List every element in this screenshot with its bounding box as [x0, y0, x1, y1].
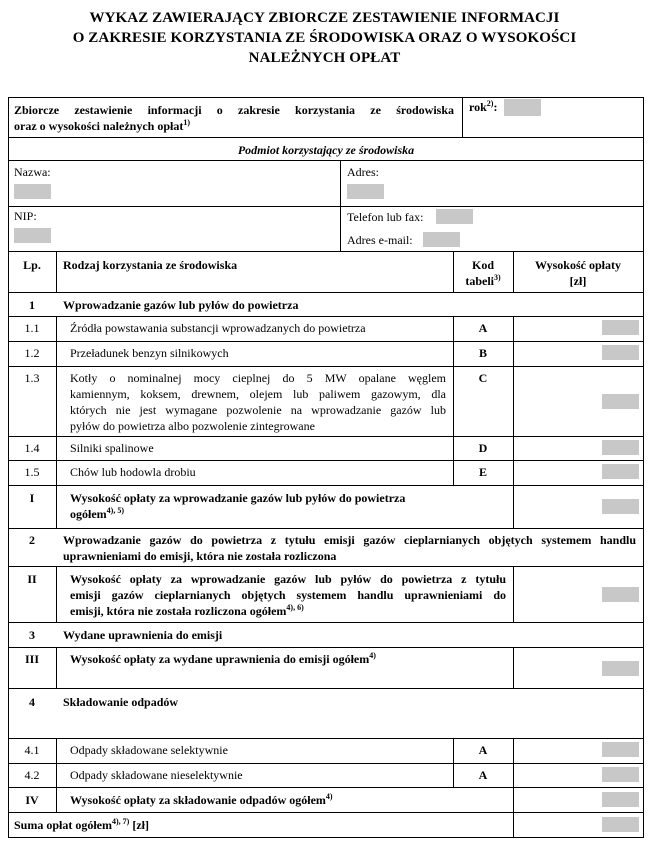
row-description: Przeładunek benzyn silnikowych — [70, 346, 229, 360]
divider — [56, 251, 57, 292]
divider — [8, 622, 644, 623]
divider — [8, 566, 644, 567]
total-lp: III — [24, 652, 39, 666]
row-code: E — [478, 465, 487, 479]
rok-label: rok$^{2)}$: — [469, 99, 498, 114]
divider — [8, 787, 644, 788]
column-header-type: Rodzaj korzystania ze środowiska — [63, 258, 238, 272]
row-lp: 4.2 — [24, 768, 40, 782]
section-title: Wprowadzanie gazów lub pyłów do powietrza — [63, 298, 299, 312]
summary-line-2: oraz o wysokości należnych opłat$^{1)}$ — [14, 118, 191, 133]
entity-section-title: Podmiot korzystający ze środowiska — [237, 143, 415, 157]
divider — [8, 137, 644, 138]
divider — [513, 738, 514, 838]
divider — [8, 528, 644, 529]
nip-field[interactable] — [14, 228, 51, 243]
divider — [56, 738, 57, 813]
grand-total-field[interactable] — [602, 817, 639, 832]
summary-caption — [14, 102, 454, 134]
section-lp: 1 — [29, 298, 35, 312]
fee-field[interactable] — [602, 792, 639, 807]
row-lp: 1.1 — [24, 321, 40, 335]
footnote-ref: 2) — [486, 99, 494, 108]
email-label: Adres e-mail: — [347, 233, 413, 247]
divider — [8, 292, 644, 293]
total-lp: II — [27, 572, 37, 586]
divider — [8, 316, 644, 317]
table-border-bottom — [8, 837, 644, 838]
section-title: Wydane uprawnienia do emisji — [63, 628, 223, 642]
divider — [56, 647, 57, 689]
address-label: Adres: — [347, 165, 379, 179]
fee-field[interactable] — [602, 742, 639, 757]
divider — [56, 566, 57, 623]
fee-field[interactable] — [602, 464, 639, 479]
row-description: Źródła powstawania substancji wprowadzanych do powietrza — [70, 321, 366, 335]
footnote-ref: 4), 7) — [112, 817, 130, 826]
row-description: Silniki spalinowe — [70, 441, 154, 455]
divider — [8, 485, 644, 486]
row-lp: 1.2 — [24, 346, 40, 360]
footnote-ref: 4) — [325, 792, 333, 801]
name-field[interactable] — [14, 184, 51, 199]
row-description: Odpady składowane selektywnie — [70, 743, 228, 757]
fee-field[interactable] — [602, 320, 639, 335]
divider — [8, 160, 644, 161]
footnote-ref: 4), 5) — [106, 506, 124, 515]
row-lp: 1.4 — [24, 441, 40, 455]
section-lp: 2 — [29, 533, 35, 547]
row-code: A — [478, 768, 488, 782]
fee-field[interactable] — [602, 394, 639, 409]
footnote-ref: 4), 6) — [286, 603, 304, 612]
summary-line-1: Zbiorcze zestawienie informacji o zakresie korzystania ze środowiska — [14, 103, 454, 117]
divider — [8, 206, 644, 207]
footnote-ref: 3) — [494, 273, 501, 282]
divider — [56, 485, 57, 529]
section-lp: 4 — [29, 695, 35, 709]
row-description: Chów lub hodowla drobiu — [70, 465, 196, 479]
divider — [8, 436, 644, 437]
nip-label: NIP: — [14, 209, 37, 223]
fee-field[interactable] — [602, 440, 639, 455]
divider — [8, 366, 644, 367]
footnote-ref: 1) — [183, 118, 191, 127]
title-line-2: O ZAKRESIE KORZYSTANIA ZE ŚRODOWISKA ORAZ O WYSOKOŚCI — [72, 30, 577, 46]
divider — [462, 97, 463, 138]
total-description: Wysokość opłaty za wprowadzanie gazów lub pyłów do powietrza ogółem$^{4), 5)}$ — [70, 491, 406, 521]
total-description: Wysokość opłaty za wprowadzanie gazów lub pyłów do powietrza z tytułu emisji gazów cieplarnianych objętych systemem handlu uprawnieniami do emisji, która nie została rozliczona ogółem$^{4), 6)}$ — [70, 572, 506, 618]
column-header-lp: Lp. — [23, 258, 41, 272]
section-lp: 3 — [29, 628, 35, 642]
section-title: Wprowadzanie gazów do powietrza z tytułu emisji gazów cieplarnianych objętych systemem handlu uprawnieniami do emisji, która nie została rozliczona — [63, 533, 636, 563]
row-code: A — [478, 321, 488, 335]
divider — [513, 647, 514, 689]
column-header-code: Kod tabeli$^{3)}$ — [465, 258, 501, 288]
column-header-fee: Wysokość opłaty [zł] — [535, 258, 621, 288]
total-lp: IV — [25, 793, 39, 807]
row-code: A — [478, 743, 488, 757]
divider — [8, 812, 644, 813]
fee-field[interactable] — [602, 587, 639, 602]
address-field[interactable] — [347, 184, 384, 199]
total-description: Wysokość opłaty za wydane uprawnienia do emisji ogółem$^{4)}$ — [70, 651, 376, 666]
total-description: Wysokość opłaty za składowanie odpadów ogółem$^{4)}$ — [70, 792, 333, 807]
section-title: Składowanie odpadów — [63, 695, 179, 709]
divider — [8, 647, 644, 648]
name-label: Nazwa: — [14, 165, 51, 179]
grand-total-label: Suma opłat ogółem$^{4), 7)}$ [zł] — [14, 817, 149, 832]
row-description: Odpady składowane nieselektywnie — [70, 768, 243, 782]
fee-field[interactable] — [602, 661, 639, 676]
divider — [513, 566, 514, 623]
table-border-right — [643, 97, 644, 838]
divider — [8, 251, 644, 252]
phone-label: Telefon lub fax: — [347, 210, 424, 224]
title-line-3: NALEŻNYCH OPŁAT — [248, 50, 401, 66]
divider — [8, 341, 644, 342]
footnote-ref: 4) — [369, 651, 376, 660]
row-code: D — [478, 441, 488, 455]
divider — [513, 316, 514, 529]
table-border-top — [8, 97, 644, 98]
divider — [8, 460, 644, 461]
row-lp: 4.1 — [24, 743, 40, 757]
fee-field[interactable] — [602, 767, 639, 782]
row-description: Kotły o nominalnej mocy cieplnej do 5 MW opalane węglem kamiennym, koksem, drewnem, olejem lub paliwem gazowym, dla których nie jest wymagane pozwolenie na wprowadzanie gazów lub pyłów do powietrza albo pozwolenie zintegrowane — [70, 371, 446, 433]
fee-field[interactable] — [602, 499, 639, 514]
title-line-1: WYKAZ ZAWIERAJĄCY ZBIORCZE ZESTAWIENIE INFORMACJI — [89, 10, 560, 26]
divider — [8, 763, 644, 764]
rok-field[interactable] — [504, 99, 541, 116]
fee-field[interactable] — [602, 345, 639, 360]
divider — [8, 688, 644, 689]
row-code: B — [478, 346, 487, 360]
divider — [8, 738, 644, 739]
row-lp: 1.5 — [24, 465, 40, 479]
email-field[interactable] — [423, 232, 460, 247]
phone-field[interactable] — [436, 209, 473, 224]
total-lp: I — [29, 491, 35, 505]
row-code: C — [478, 371, 488, 385]
row-lp: 1.3 — [24, 371, 40, 385]
